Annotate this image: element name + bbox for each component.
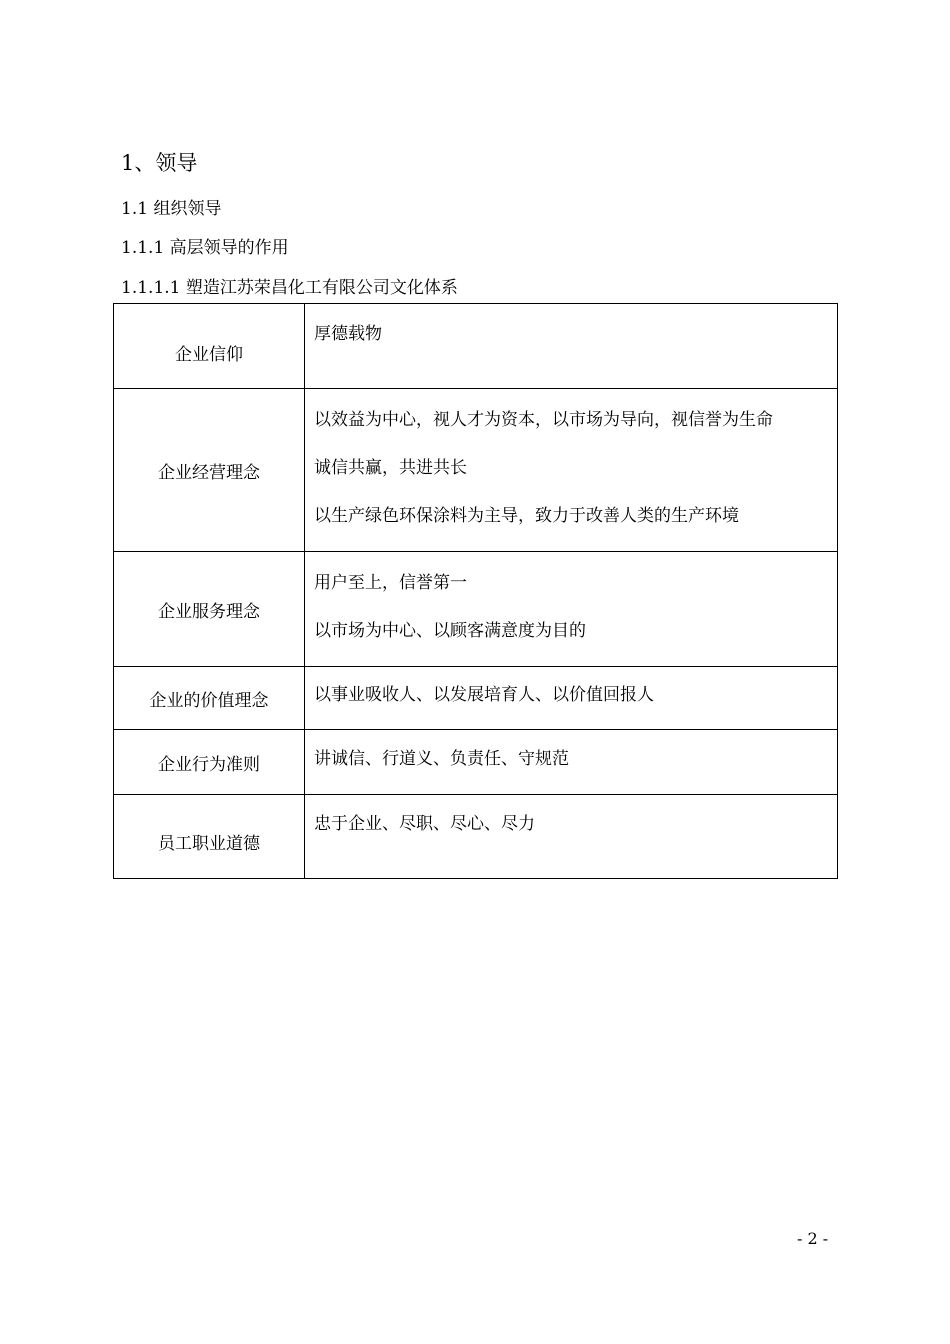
- section-heading-leadership: 1、领导: [121, 151, 198, 175]
- row-value: [305, 304, 838, 389]
- table-row: [114, 730, 838, 795]
- row-value: [305, 552, 838, 667]
- culture-system-table: [113, 303, 838, 879]
- table-row: [114, 552, 838, 667]
- row-label: 企业经营理念: [114, 389, 305, 552]
- value-line: 以市场为中心、以顾客满意度为目的: [314, 621, 586, 641]
- table-row: [114, 389, 838, 552]
- row-value: [305, 667, 838, 730]
- row-value: [305, 795, 838, 879]
- table-row: [114, 304, 838, 389]
- value-line: 讲诚信、行道义、负责任、守规范: [314, 749, 569, 769]
- subsection-heading-organizational-leadership: 1.1 组织领导: [121, 199, 222, 219]
- page-number: - 2 -: [797, 1229, 829, 1248]
- value-line: 忠于企业、尽职、尽心、尽力: [314, 814, 535, 834]
- row-label: 员工职业道德: [114, 795, 305, 879]
- row-value: [305, 389, 838, 552]
- row-value: [305, 730, 838, 795]
- value-line: 厚德载物: [314, 324, 382, 344]
- value-line: 以效益为中心，视人才为资本，以市场为导向，视信誉为生命: [314, 410, 773, 430]
- value-line: 以事业吸收人、以发展培育人、以价值回报人: [314, 685, 654, 705]
- row-label: 企业服务理念: [114, 552, 305, 667]
- value-line: 诚信共赢，共进共长: [314, 458, 467, 478]
- row-label: 企业的价值理念: [114, 667, 305, 730]
- value-line: 用户至上，信誉第一: [314, 573, 467, 593]
- table-row: [114, 667, 838, 730]
- subsection-heading-senior-leadership-role: 1.1.1 高层领导的作用: [121, 238, 289, 258]
- row-label: 企业信仰: [114, 304, 305, 389]
- table-row: [114, 795, 838, 879]
- subsection-heading-culture-system: 1.1.1.1 塑造江苏荣昌化工有限公司文化体系: [121, 278, 458, 298]
- row-label: 企业行为准则: [114, 730, 305, 795]
- value-line: 以生产绿色环保涂料为主导，致力于改善人类的生产环境: [314, 506, 739, 526]
